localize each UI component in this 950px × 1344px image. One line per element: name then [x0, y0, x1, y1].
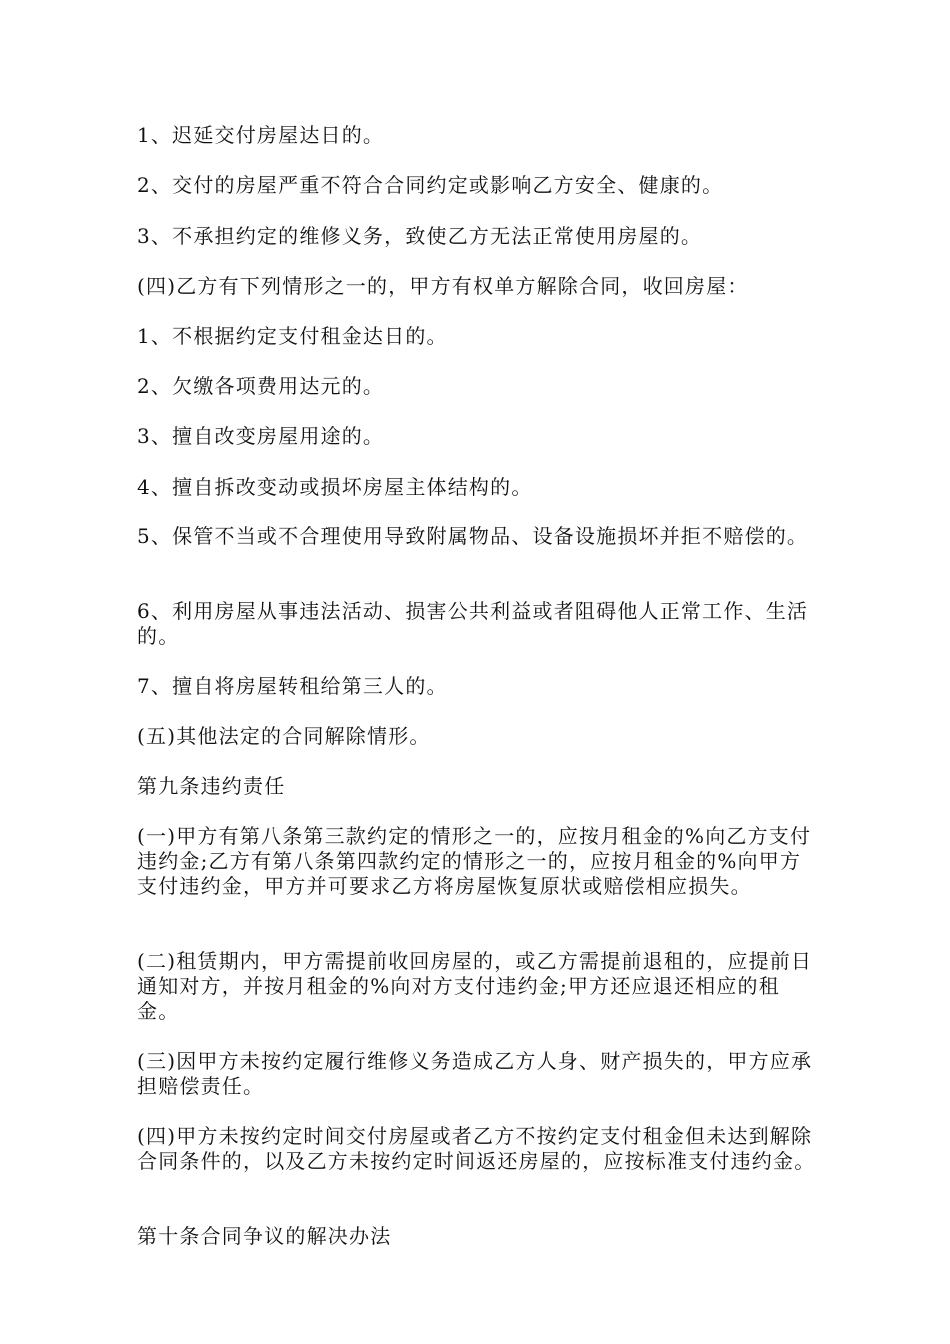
clause-item-3-change-use: 3、擅自改变房屋用途的。	[137, 424, 385, 448]
clause-item-1-late-delivery: 1、迟延交付房屋达日的。	[137, 123, 385, 147]
clause-section-4-tenant-termination: (四)乙方有下列情形之一的，甲方有权单方解除合同，收回房屋：	[137, 274, 749, 298]
clause-item-2-nonconforming-house: 2、交付的房屋严重不符合合同约定或影响乙方安全、健康的。	[137, 173, 724, 197]
clause-item-1-rent-unpaid: 1、不根据约定支付租金达日的。	[137, 324, 448, 348]
article-9-heading: 第九条违约责任	[137, 774, 286, 798]
clause-item-2-fees-owed: 2、欠缴各项费用达元的。	[137, 374, 385, 398]
article-10-heading: 第十条合同争议的解决办法	[137, 1224, 392, 1248]
clause-item-4-structure-damage: 4、擅自拆改变动或损坏房屋主体结构的。	[137, 475, 533, 499]
clause-item-7-sublet: 7、擅自将房屋转租给第三人的。	[137, 674, 448, 698]
article-9-section-4: (四)甲方未按约定时间交付房屋或者乙方不按约定支付租金但未达到解除合同条件的，以及乙方未按约定时间返还房屋的，应按标准支付违约金。	[137, 1124, 816, 1173]
article-9-section-2: (二)租赁期内，甲方需提前收回房屋的，或乙方需提前退租的，应提前日通知对方，并按月租金的%向对方支付违约金;甲方还应退还相应的租金。	[137, 949, 813, 1023]
clause-item-5-equipment-damage: 5、保管不当或不合理使用导致附属物品、设备设施损坏并拒不赔偿的。	[137, 524, 809, 548]
clause-section-5-other-termination: (五)其他法定的合同解除情形。	[137, 724, 431, 748]
clause-item-3-no-repair: 3、不承担约定的维修义务，致使乙方无法正常使用房屋的。	[137, 224, 703, 248]
article-9-section-1: (一)甲方有第八条第三款约定的情形之一的，应按月租金的%向乙方支付违约金;乙方有第八条第四款约定的情形之一的，应按月租金的%向甲方支付违约金，甲方并可要求乙方将房屋恢复原状或赔偿相应损失。	[137, 824, 812, 898]
article-9-section-3: (三)因甲方未按约定履行维修义务造成乙方人身、财产损失的，甲方应承担赔偿责任。	[137, 1049, 813, 1098]
clause-item-6-illegal-activity: 6、利用房屋从事违法活动、损害公共利益或者阻碍他人正常工作、生活的。	[137, 599, 809, 648]
